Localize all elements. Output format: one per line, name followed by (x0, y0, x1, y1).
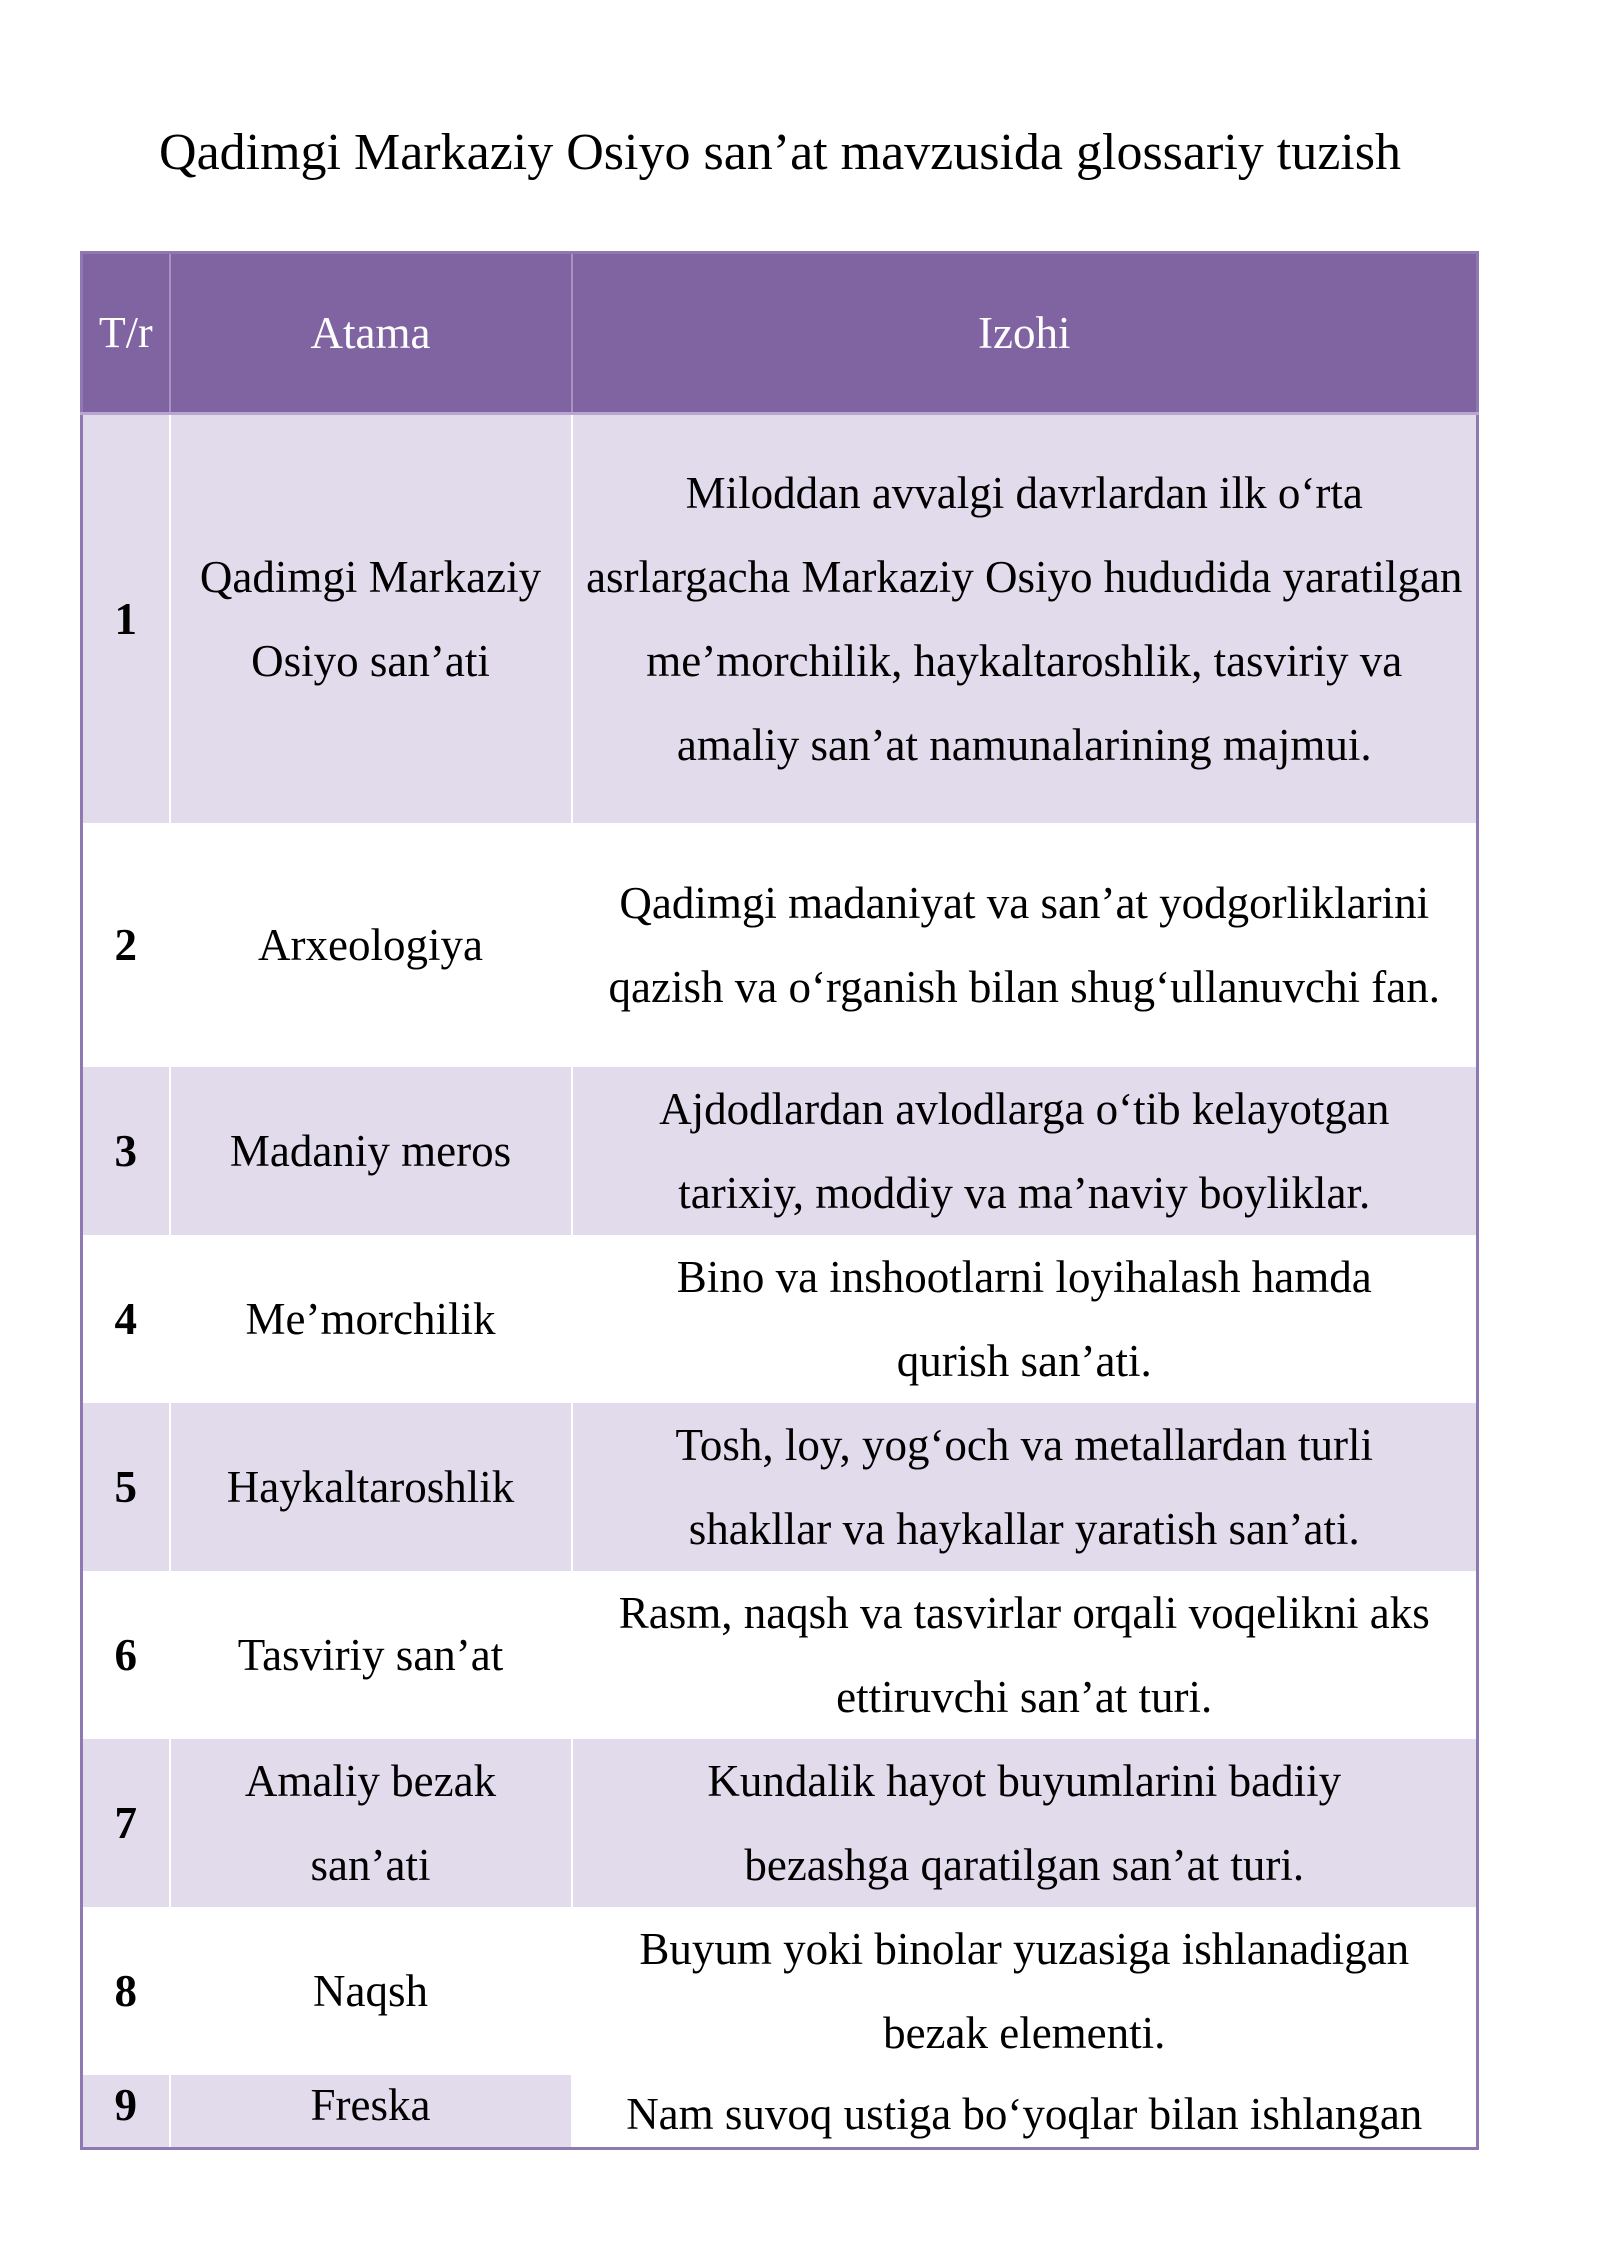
row-number: 2 (82, 823, 170, 1067)
row-description: Buyum yoki binolar yuzasiga ishlanadigan bezak elementi. (572, 1907, 1478, 2075)
row-description: Ajdodlardan avlodlarga o‘tib kelayotgan tarixiy, moddiy va ma’naviy boyliklar. (572, 1067, 1478, 1235)
row-term: Me’morchilik (170, 1235, 572, 1403)
row-number: 9 (82, 2075, 170, 2149)
row-number: 7 (82, 1739, 170, 1907)
table-row (82, 823, 1478, 1067)
row-term: Amaliy bezak san’ati (170, 1739, 572, 1907)
row-description: Tosh, loy, yog‘och va metallardan turli shakllar va haykallar yaratish san’ati. (572, 1403, 1478, 1571)
header-description: Izohi (572, 253, 1478, 414)
row-term: Madaniy meros (170, 1067, 572, 1235)
table-row (82, 2075, 1478, 2149)
row-term: Haykaltaroshlik (170, 1403, 572, 1571)
glossary-table-header (82, 253, 1478, 414)
row-description: Qadimgi madaniyat va san’at yodgorliklarini qazish va o‘rganish bilan shug‘ullanuvchi fan. (572, 823, 1478, 1067)
row-description: Nam suvoq ustiga bo‘yoqlar bilan ishlangan (572, 2075, 1478, 2149)
document-title: Qadimgi Markaziy Osiyo san’at mavzusida glossariy tuzish (159, 124, 1401, 181)
row-number: 3 (82, 1067, 170, 1235)
table-row (82, 1907, 1478, 2075)
row-term: Tasviriy san’at (170, 1571, 572, 1739)
row-number: 8 (82, 1907, 170, 2075)
header-row (82, 253, 1478, 414)
row-term: Qadimgi Markaziy Osiyo san’ati (170, 414, 572, 823)
row-description: Rasm, naqsh va tasvirlar orqali voqelikni aks ettiruvchi san’at turi. (572, 1571, 1478, 1739)
row-number: 4 (82, 1235, 170, 1403)
row-number: 5 (82, 1403, 170, 1571)
header-number: T/r (82, 253, 170, 414)
row-number: 6 (82, 1571, 170, 1739)
table-row (82, 1571, 1478, 1739)
row-description: Bino va inshootlarni loyihalash hamda qurish san’ati. (572, 1235, 1478, 1403)
table-row (82, 1403, 1478, 1571)
glossary-table (80, 251, 1479, 2150)
row-term: Naqsh (170, 1907, 572, 2075)
table-row (82, 1235, 1478, 1403)
row-number: 1 (82, 414, 170, 823)
row-description: Miloddan avvalgi davrlardan ilk o‘rta asrlargacha Markaziy Osiyo hududida yaratilgan me’morchilik, haykaltaroshlik, tasviriy va amaliy san’at namunalarining majmui. (572, 414, 1478, 823)
table-row (82, 1739, 1478, 1907)
table-row (82, 1067, 1478, 1235)
glossary-table-body (82, 414, 1478, 2149)
header-term: Atama (170, 253, 572, 414)
row-term: Arxeologiya (170, 823, 572, 1067)
row-term: Freska (170, 2075, 572, 2149)
table-row (82, 414, 1478, 823)
row-description: Kundalik hayot buyumlarini badiiy bezashga qaratilgan san’at turi. (572, 1739, 1478, 1907)
